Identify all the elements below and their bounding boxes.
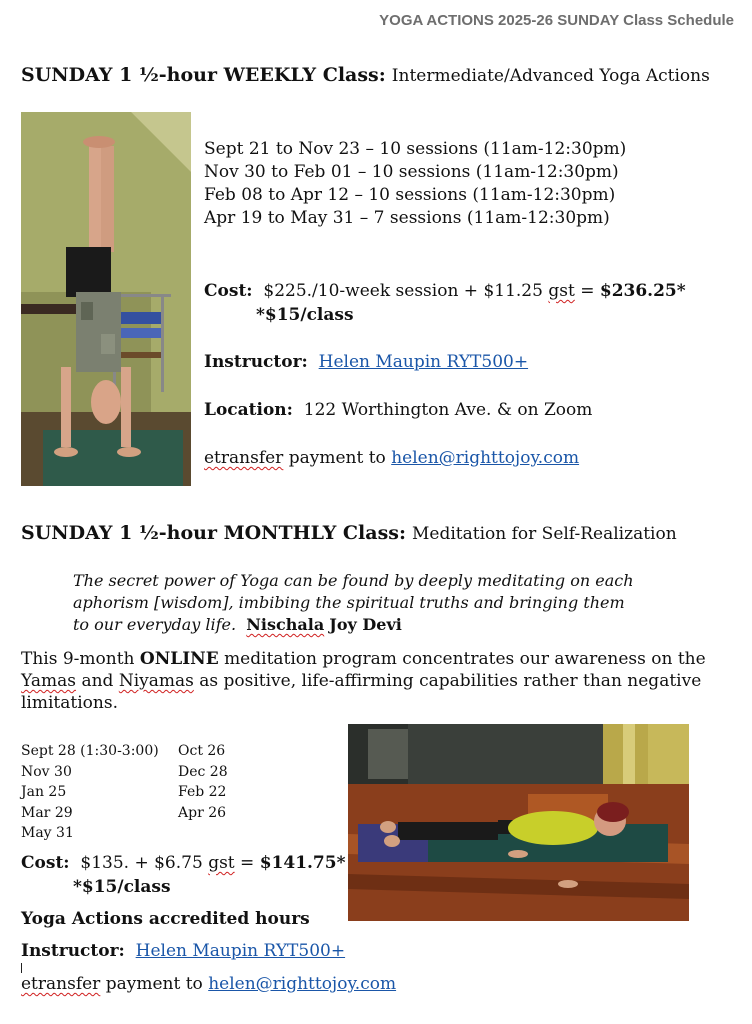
monthly-cost-line [21, 853, 345, 873]
para-text: meditation program concentrates our awareness on the [224, 649, 706, 669]
weekly-location-line [204, 400, 592, 420]
session-line: Feb 08 to Apr 12 – 10 sessions (11am-12:30pm) [204, 185, 616, 205]
para-yamas: Yamas [21, 671, 77, 691]
weekly-etransfer-word: etransfer [204, 448, 284, 468]
date-cell: Mar 29 [21, 804, 73, 821]
date-row [21, 782, 228, 803]
weekly-cost-note-text: *$15/class [256, 305, 354, 325]
date-cell: Nov 30 [21, 763, 72, 780]
date-cell: Jan 25 [21, 784, 67, 800]
monthly-instructor-label: Instructor: [21, 941, 125, 961]
text-cursor [21, 963, 22, 973]
para-niyamas: Niyamas [118, 671, 194, 691]
headstand-photo [21, 112, 191, 486]
meditation-quote [73, 570, 673, 636]
weekly-heading-line [21, 64, 710, 86]
weekly-cost-gst: gst [548, 281, 575, 301]
weekly-etransfer-text: payment to [288, 448, 386, 468]
weekly-subheading: Intermediate/Advanced Yoga Actions [391, 66, 710, 86]
monthly-accredited [21, 909, 310, 929]
date-row [21, 762, 228, 783]
monthly-subheading: Meditation for Self-Realization [412, 524, 677, 544]
date-cell: Dec 28 [178, 763, 228, 780]
para-text: limitations. [21, 693, 118, 713]
weekly-location-label: Location: [204, 400, 293, 420]
monthly-cost-note-text: *$15/class [73, 877, 171, 897]
weekly-cost-label: Cost: [204, 281, 253, 301]
weekly-instructor-link[interactable]: Helen Maupin RYT500+ [318, 352, 529, 372]
savasana-photo [348, 724, 689, 921]
monthly-etransfer-line [21, 974, 396, 994]
monthly-instructor-link[interactable]: Helen Maupin RYT500+ [135, 941, 346, 961]
quote-line: The secret power of Yoga can be found by deeply meditating on each [73, 571, 634, 590]
page-header: YOGA ACTIONS 2025-26 SUNDAY Class Schedule [379, 12, 734, 29]
para-online: ONLINE [139, 649, 219, 669]
weekly-sessions [204, 138, 626, 230]
monthly-cost-gst: gst [208, 853, 235, 873]
session-line: Apr 19 to May 31 – 7 sessions (11am-12:30pm) [204, 208, 610, 228]
weekly-instructor-label: Instructor: [204, 352, 308, 372]
session-line: Nov 30 to Feb 01 – 10 sessions (11am-12:30pm) [204, 162, 619, 182]
quote-author-last: Joy Devi [329, 615, 402, 634]
para-text: as positive, life-affirming capabilities rather than negative [199, 671, 702, 691]
quote-line-last [73, 614, 673, 636]
session-line: Sept 21 to Nov 23 – 10 sessions (11am-12:30pm) [204, 139, 627, 159]
weekly-etransfer-line [204, 448, 579, 468]
program-description [21, 648, 721, 714]
date-cell: Oct 26 [178, 743, 226, 759]
monthly-cost-eq: = [240, 853, 255, 873]
date-row [21, 803, 228, 824]
accredited-text: Yoga Actions accredited hours [21, 909, 310, 929]
monthly-etransfer-text: payment to [105, 974, 203, 994]
monthly-cost-label: Cost: [21, 853, 70, 873]
date-cell: Feb 22 [178, 784, 227, 800]
monthly-etransfer-word: etransfer [21, 974, 101, 994]
para-text: This 9-month [21, 649, 135, 669]
monthly-heading-line [21, 522, 677, 544]
date-cell: May 31 [21, 825, 74, 841]
monthly-cost-text: $135. + $6.75 [80, 853, 203, 873]
weekly-cost-text: $225./10-week session + $11.25 [263, 281, 543, 301]
quote-line: to our everyday life. [73, 615, 237, 634]
weekly-cost-total: $236.25* [599, 281, 686, 301]
date-cell: Apr 26 [178, 804, 227, 821]
date-row [21, 823, 228, 844]
monthly-email-link[interactable]: helen@righttojoy.com [208, 974, 397, 994]
monthly-cost-total: $141.75* [259, 853, 346, 873]
weekly-email-link[interactable]: helen@righttojoy.com [391, 448, 580, 468]
weekly-instructor-line [204, 352, 528, 372]
monthly-instructor-line [21, 941, 345, 961]
weekly-heading: SUNDAY 1 ½-hour WEEKLY Class: [21, 64, 386, 86]
weekly-cost-note [256, 305, 354, 325]
date-row [21, 741, 228, 762]
quote-author-first: Nischala [246, 615, 325, 634]
weekly-location-value: 122 Worthington Ave. & on Zoom [303, 400, 593, 420]
weekly-cost-eq: = [580, 281, 595, 301]
monthly-heading: SUNDAY 1 ½-hour MONTHLY Class: [21, 522, 406, 544]
quote-line: aphorism [wisdom], imbibing the spiritual truths and bringing them [73, 593, 625, 612]
weekly-cost-line [204, 281, 686, 301]
para-text: and [81, 671, 114, 691]
monthly-dates [21, 741, 228, 844]
monthly-cost-note [73, 877, 171, 897]
date-cell: Sept 28 (1:30-3:00) [21, 743, 159, 759]
